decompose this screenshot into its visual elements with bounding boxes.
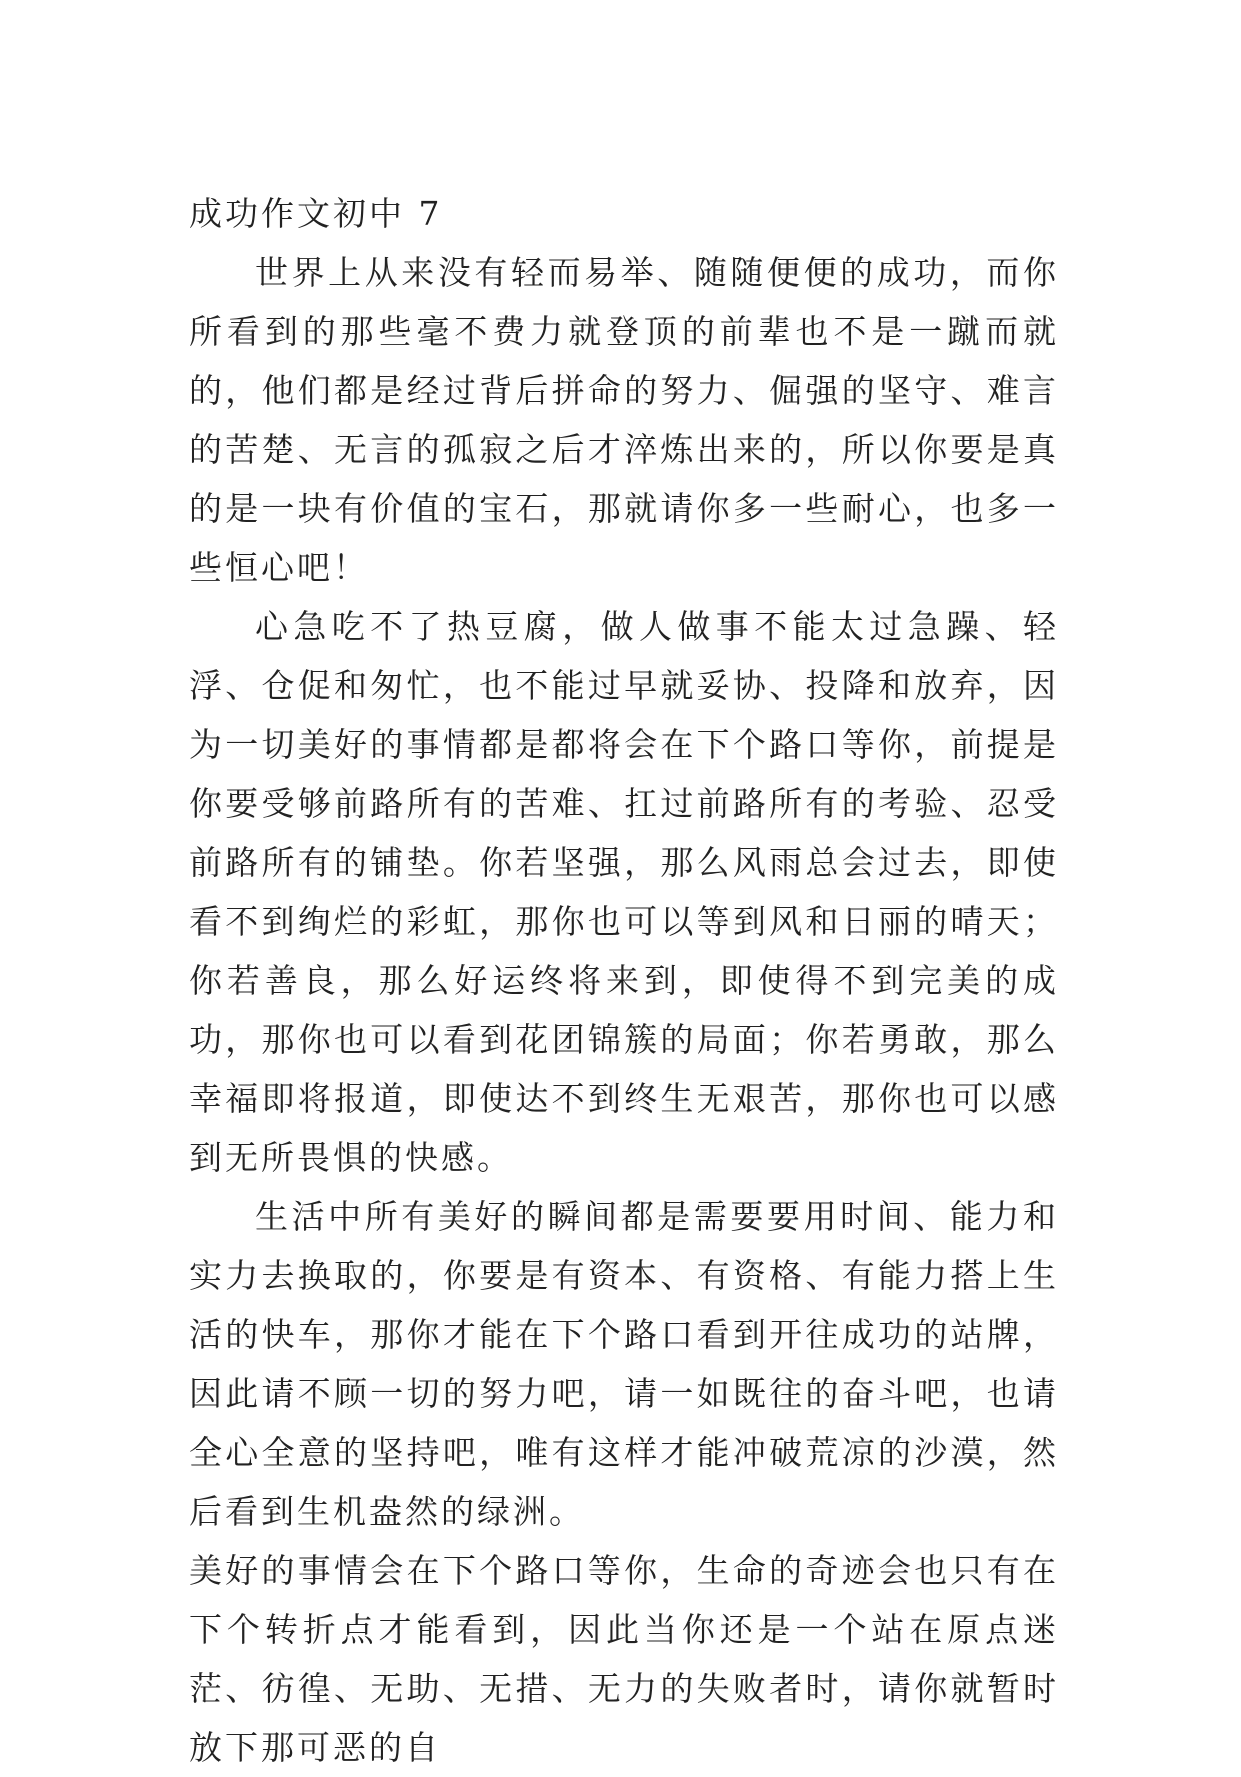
paragraph-1: 世界上从来没有轻而易举、随随便便的成功，而你所看到的那些毫不费力就登顶的前辈也不是一蹴而就的，他们都是经过背后拼命的努力、倔强的坚守、难言的苦楚、无言的孤寂之后才淬炼出来的，所以你要是真的是一块有价值的宝石，那就请你多一些耐心，也多一些恒心吧！ <box>189 253 1059 587</box>
paragraph-3: 生活中所有美好的瞬间都是需要要用时间、能力和实力去换取的，你要是有资本、有资格、有能力搭上生活的快车，那你才能在下个路口看到开往成功的站牌，因此请不顾一切的努力吧，请一如既往的奋斗吧，也请全心全意的坚持吧，唯有这样才能冲破荒凉的沙漠，然后看到生机盎然的绿洲。 <box>189 1197 1059 1531</box>
document-title: 成功作文初中 7 <box>189 194 443 233</box>
paragraph-2: 心急吃不了热豆腐，做人做事不能太过急躁、轻浮、仓促和匆忙，也不能过早就妥协、投降和放弃，因为一切美好的事情都是都将会在下个路口等你，前提是你要受够前路所有的苦难、扛过前路所有的考验、忍受前路所有的铺垫。你若坚强，那么风雨总会过去，即使看不到绚烂的彩虹，那你也可以等到风和日丽的晴天；你若善良，那么好运终将来到，即使得不到完美的成功，那你也可以看到花团锦簇的局面；你若勇敢，那么幸福即将报道，即使达不到终生无艰苦，那你也可以感到无所畏惧的快感。 <box>189 607 1059 1177</box>
paragraph-4: 美好的事情会在下个路口等你，生命的奇迹会也只有在下个转折点才能看到，因此当你还是一个站在原点迷茫、彷徨、无助、无措、无力的失败者时，请你就暂时放下那可恶的自 <box>189 1551 1059 1767</box>
document-body <box>189 184 1059 1777</box>
